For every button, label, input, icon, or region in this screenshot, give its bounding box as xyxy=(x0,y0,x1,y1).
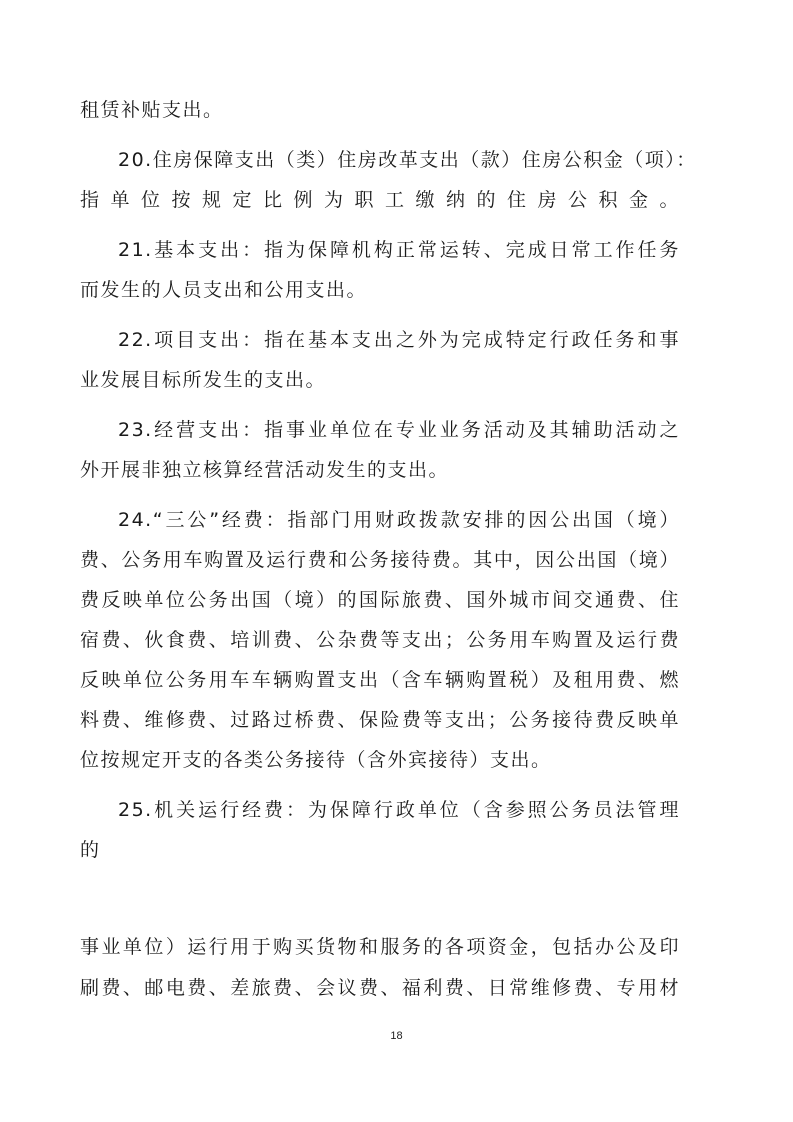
text-line: 费、公务用车购置及运行费和公务接待费。其中，因公出国（境） xyxy=(80,549,680,571)
item-22-heading: 22.项目支出：指在基本支出之外为完成特定行政任务和事 xyxy=(118,329,680,351)
item-20-heading: 20.住房保障支出（类）住房改革支出（款）住房公积金（项）： xyxy=(118,149,697,171)
text-line: 费反映单位公务出国（境）的国际旅费、国外城市间交通费、住 xyxy=(80,589,680,611)
item-21-heading: 21.基本支出：指为保障机构正常运转、完成日常工作任务 xyxy=(118,239,680,261)
text-line: 宿费、伙食费、培训费、公杂费等支出；公务用车购置及运行费 xyxy=(80,629,680,651)
text-line: 位按规定开支的各类公务接待（含外宾接待）支出。 xyxy=(80,749,552,771)
text-line: 刷费、邮电费、差旅费、会议费、福利费、日常维修费、专用材 xyxy=(80,977,680,999)
item-25-heading: 25.机关运行经费：为保障行政单位（含参照公务员法管理 xyxy=(118,799,680,821)
text-line: 而发生的人员支出和公用支出。 xyxy=(80,279,368,301)
text-line: 业发展目标所发生的支出。 xyxy=(80,369,327,391)
text-line: 的 xyxy=(80,839,101,861)
text-line: 事业单位）运行用于购买货物和服务的各项资金，包括办公及印 xyxy=(80,936,680,958)
item-23-heading: 23.经营支出：指事业单位在专业业务活动及其辅助活动之 xyxy=(118,419,680,441)
page-number: 18 xyxy=(390,1030,403,1042)
text-line: 反映单位公务用车车辆购置支出（含车辆购置税）及租用费、燃 xyxy=(80,669,680,691)
text-line: 租赁补贴支出。 xyxy=(80,99,224,121)
text-line: 指单位按规定比例为职工缴纳的住房公积金。 xyxy=(80,189,680,211)
text-line: 外开展非独立核算经营活动发生的支出。 xyxy=(80,459,450,481)
text-line: 料费、维修费、过路过桥费、保险费等支出；公务接待费反映单 xyxy=(80,709,680,731)
item-24-heading: 24.“三公”经费：指部门用财政拨款安排的因公出国（境） xyxy=(118,509,680,531)
